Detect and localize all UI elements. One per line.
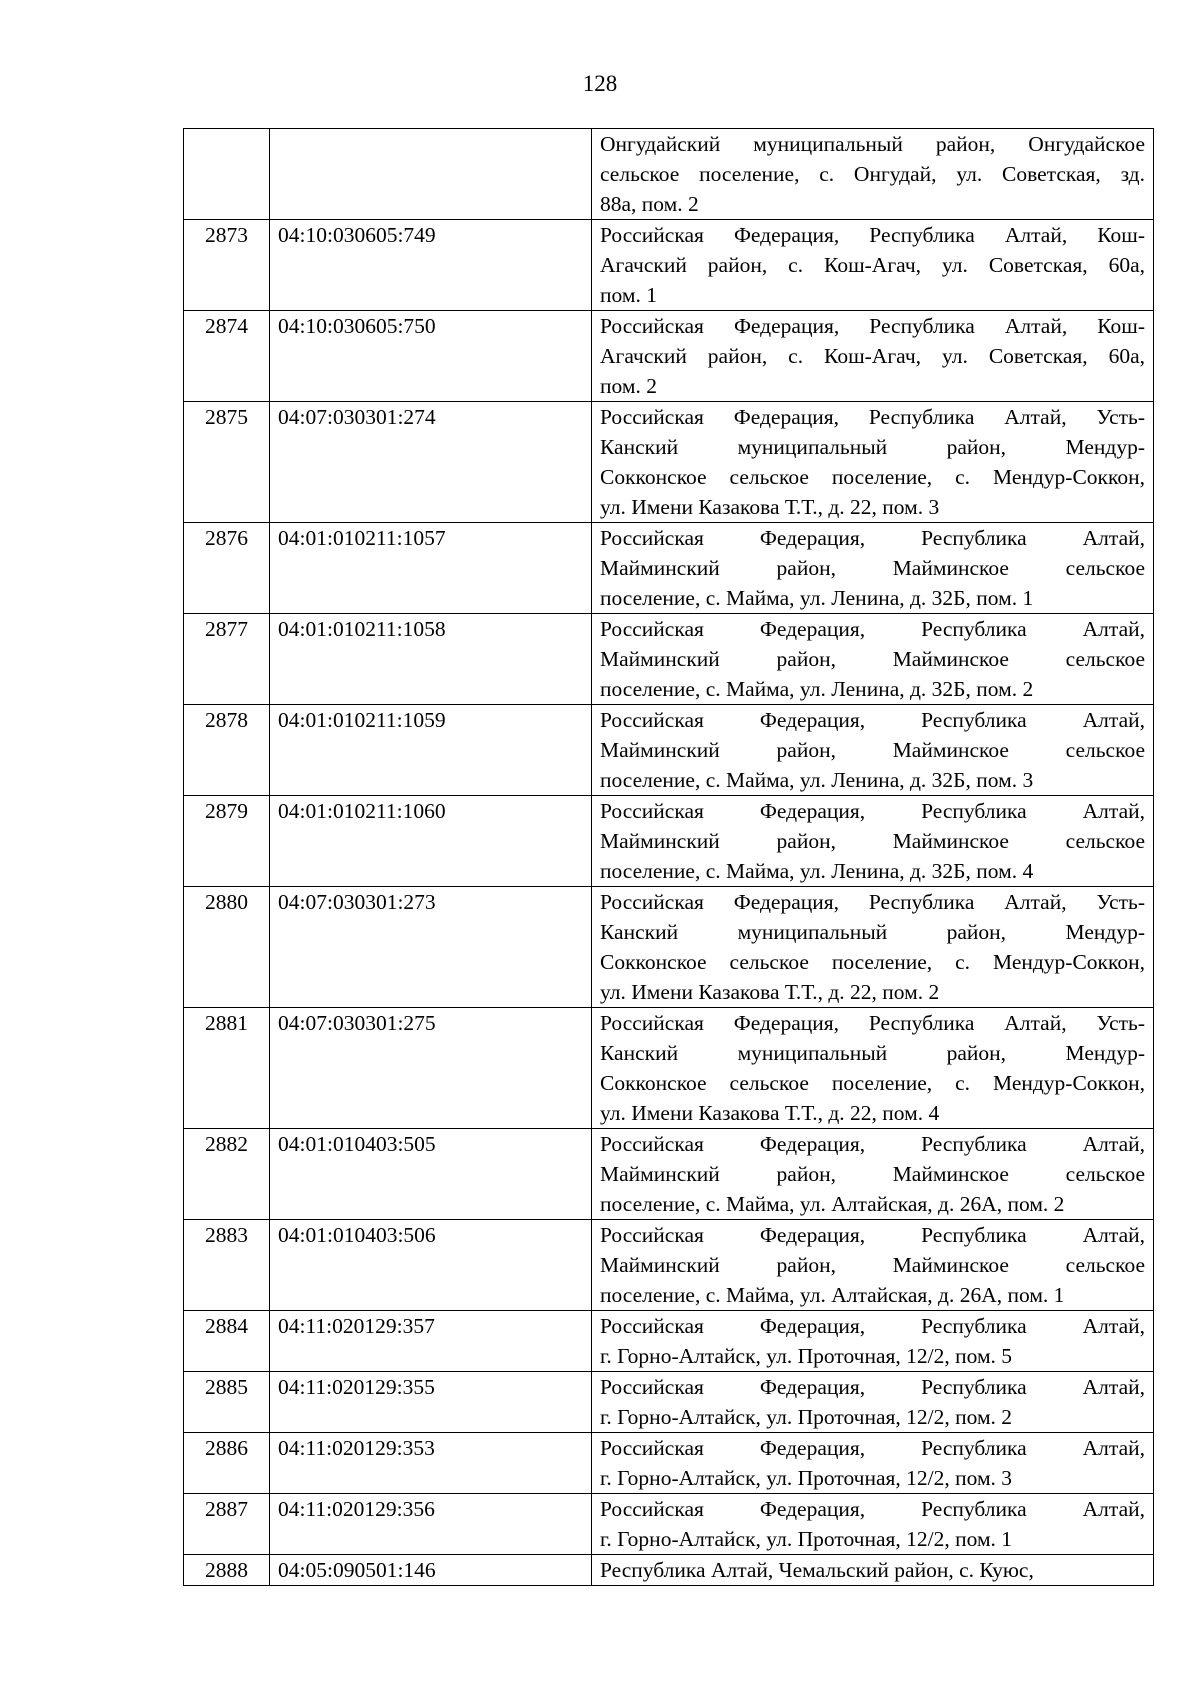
address-line: г. Горно-Алтайск, ул. Проточная, 12/2, пом. 1 — [600, 1527, 1013, 1551]
cadastral-number-cell: 04:01:010211:1060 — [270, 796, 592, 887]
row-number-cell: 2879 — [184, 796, 270, 887]
address-line: поселение, с. Майма, ул. Ленина, д. 32Б, пом. 4 — [600, 859, 1034, 883]
row-number-cell: 2876 — [184, 523, 270, 614]
address-line: Онгудайский муниципальный район, Онгудайское — [600, 132, 1145, 156]
address-line: Российская Федерация, Республика Алтай, Кош- — [600, 314, 1145, 338]
address-line: сельское поселение, с. Онгудай, ул. Советская, зд. — [600, 162, 1145, 186]
address-line: Российская Федерация, Республика Алтай, — [600, 617, 1145, 641]
address-line: поселение, с. Майма, ул. Алтайская, д. 26А, пом. 1 — [600, 1283, 1065, 1307]
address-line: поселение, с. Майма, ул. Ленина, д. 32Б, пом. 1 — [600, 586, 1034, 610]
row-number-cell: 2887 — [184, 1494, 270, 1555]
table-row — [184, 1433, 1154, 1494]
table-row — [184, 614, 1154, 705]
address-cell — [592, 1433, 1154, 1494]
address-cell — [592, 402, 1154, 523]
address-cell — [592, 614, 1154, 705]
table-row — [184, 129, 1154, 220]
address-line: ул. Имени Казакова Т.Т., д. 22, пом. 2 — [600, 980, 940, 1004]
cadastral-number-cell: 04:07:030301:273 — [270, 887, 592, 1008]
page-number: 128 — [582, 71, 618, 96]
address-line: ул. Имени Казакова Т.Т., д. 22, пом. 3 — [600, 495, 940, 519]
address-cell — [592, 1129, 1154, 1220]
cadastral-number-cell: 04:10:030605:750 — [270, 311, 592, 402]
address-line: поселение, с. Майма, ул. Ленина, д. 32Б, пом. 3 — [600, 768, 1034, 792]
address-line: Российская Федерация, Республика Алтай, — [600, 708, 1145, 732]
address-cell — [592, 887, 1154, 1008]
cadastral-number-cell: 04:01:010403:506 — [270, 1220, 592, 1311]
address-cell — [592, 705, 1154, 796]
table-row — [184, 887, 1154, 1008]
address-line: 88а, пом. 2 — [600, 192, 699, 216]
cadastral-number-cell: 04:07:030301:275 — [270, 1008, 592, 1129]
row-number-cell: 2885 — [184, 1372, 270, 1433]
address-line: г. Горно-Алтайск, ул. Проточная, 12/2, пом. 3 — [600, 1466, 1013, 1490]
address-cell — [592, 220, 1154, 311]
address-cell — [592, 1311, 1154, 1372]
row-number-cell: 2884 — [184, 1311, 270, 1372]
address-cell — [592, 311, 1154, 402]
row-number-cell: 2881 — [184, 1008, 270, 1129]
cadastral-number-cell: 04:11:020129:355 — [270, 1372, 592, 1433]
address-line: поселение, с. Майма, ул. Ленина, д. 32Б, пом. 2 — [600, 677, 1034, 701]
address-line: Майминский район, Майминское сельское — [600, 1162, 1145, 1186]
cadastral-number-cell: 04:11:020129:357 — [270, 1311, 592, 1372]
cadastral-number-cell: 04:01:010403:505 — [270, 1129, 592, 1220]
row-number-cell: 2886 — [184, 1433, 270, 1494]
address-line: г. Горно-Алтайск, ул. Проточная, 12/2, пом. 2 — [600, 1405, 1013, 1429]
row-number-cell: 2882 — [184, 1129, 270, 1220]
table-row — [184, 220, 1154, 311]
address-cell — [592, 1555, 1154, 1586]
address-line: Канский муниципальный район, Мендур- — [600, 435, 1145, 459]
row-number-cell: 2874 — [184, 311, 270, 402]
table-row — [184, 1372, 1154, 1433]
address-line: Майминский район, Майминское сельское — [600, 1253, 1145, 1277]
address-line: Майминский район, Майминское сельское — [600, 738, 1145, 762]
table-row — [184, 705, 1154, 796]
cadastral-number-cell — [270, 129, 592, 220]
row-number-cell: 2888 — [184, 1555, 270, 1586]
row-number-cell: 2875 — [184, 402, 270, 523]
cadastral-number-cell: 04:11:020129:353 — [270, 1433, 592, 1494]
address-cell — [592, 1494, 1154, 1555]
address-line: Российская Федерация, Республика Алтай, — [600, 1436, 1145, 1460]
cadastral-number-cell: 04:05:090501:146 — [270, 1555, 592, 1586]
address-line: Российская Федерация, Республика Алтай, — [600, 526, 1145, 550]
address-line: Агачский район, с. Кош-Агач, ул. Советская, 60а, — [600, 253, 1145, 277]
address-line: Сокконское сельское поселение, с. Мендур-Соккон, — [600, 950, 1145, 974]
table-row — [184, 1555, 1154, 1586]
cadastral-number-cell: 04:07:030301:274 — [270, 402, 592, 523]
table-row — [184, 1311, 1154, 1372]
row-number-cell: 2877 — [184, 614, 270, 705]
table-row — [184, 1220, 1154, 1311]
address-line: пом. 1 — [600, 283, 657, 307]
address-line: Майминский район, Майминское сельское — [600, 647, 1145, 671]
address-line: Российская Федерация, Республика Алтай, — [600, 799, 1145, 823]
address-line: Российская Федерация, Республика Алтай, Усть- — [600, 890, 1145, 914]
row-number-cell: 2883 — [184, 1220, 270, 1311]
table-row — [184, 523, 1154, 614]
cadastral-number-cell: 04:01:010211:1057 — [270, 523, 592, 614]
row-number-cell: 2880 — [184, 887, 270, 1008]
address-line: Российская Федерация, Республика Алтай, — [600, 1132, 1145, 1156]
table-row — [184, 311, 1154, 402]
table-row — [184, 796, 1154, 887]
cadastral-number-cell: 04:10:030605:749 — [270, 220, 592, 311]
address-line: Российская Федерация, Республика Алтай, — [600, 1375, 1145, 1399]
address-cell — [592, 1220, 1154, 1311]
address-line: Сокконское сельское поселение, с. Мендур-Соккон, — [600, 1071, 1145, 1095]
address-cell — [592, 523, 1154, 614]
address-line: Канский муниципальный район, Мендур- — [600, 1041, 1145, 1065]
row-number-cell — [184, 129, 270, 220]
table-row — [184, 1008, 1154, 1129]
row-number-cell: 2878 — [184, 705, 270, 796]
address-line: Республика Алтай, Чемальский район, с. Куюс, — [600, 1558, 1034, 1582]
address-line: Российская Федерация, Республика Алтай, — [600, 1223, 1145, 1247]
cadastral-number-cell: 04:01:010211:1058 — [270, 614, 592, 705]
address-line: Российская Федерация, Республика Алтай, Усть- — [600, 405, 1145, 429]
cadastral-number-cell: 04:11:020129:356 — [270, 1494, 592, 1555]
address-line: ул. Имени Казакова Т.Т., д. 22, пом. 4 — [600, 1101, 940, 1125]
address-line: Российская Федерация, Республика Алтай, — [600, 1314, 1145, 1338]
row-number-cell: 2873 — [184, 220, 270, 311]
address-line: пом. 2 — [600, 374, 657, 398]
address-line: г. Горно-Алтайск, ул. Проточная, 12/2, пом. 5 — [600, 1344, 1013, 1368]
table-row — [184, 1129, 1154, 1220]
cadastral-number-cell: 04:01:010211:1059 — [270, 705, 592, 796]
table-row — [184, 402, 1154, 523]
address-line: Российская Федерация, Республика Алтай, Кош- — [600, 223, 1145, 247]
address-line: Агачский район, с. Кош-Агач, ул. Советская, 60а, — [600, 344, 1145, 368]
address-line: Российская Федерация, Республика Алтай, — [600, 1497, 1145, 1521]
address-cell — [592, 796, 1154, 887]
table-row — [184, 1494, 1154, 1555]
address-line: Майминский район, Майминское сельское — [600, 829, 1145, 853]
registry-table — [183, 128, 1154, 1586]
address-line: Майминский район, Майминское сельское — [600, 556, 1145, 580]
address-cell — [592, 129, 1154, 220]
address-line: поселение, с. Майма, ул. Алтайская, д. 26А, пом. 2 — [600, 1192, 1065, 1216]
address-cell — [592, 1008, 1154, 1129]
address-line: Российская Федерация, Республика Алтай, Усть- — [600, 1011, 1145, 1035]
address-line: Канский муниципальный район, Мендур- — [600, 920, 1145, 944]
address-cell — [592, 1372, 1154, 1433]
address-line: Сокконское сельское поселение, с. Мендур-Соккон, — [600, 465, 1145, 489]
registry-table-body — [184, 129, 1154, 1586]
